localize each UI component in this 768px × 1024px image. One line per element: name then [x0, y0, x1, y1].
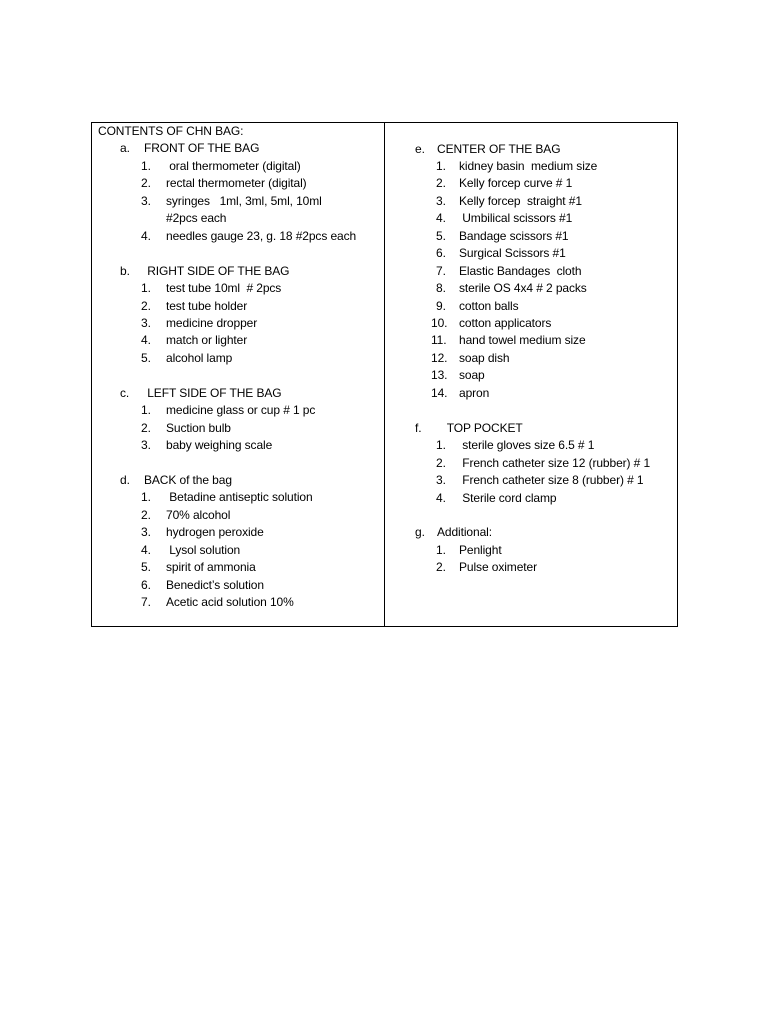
list-item-number: 11.	[431, 333, 447, 348]
right-column	[385, 123, 677, 626]
section-heading: CENTER OF THE BAG	[437, 141, 561, 156]
list-item-text: Betadine antiseptic solution	[166, 490, 313, 505]
section-heading: RIGHT SIDE OF THE BAG	[144, 263, 290, 278]
list-item-number: 4.	[141, 228, 151, 243]
list-item-number: 2.	[436, 560, 446, 575]
list-item-text: rectal thermometer (digital)	[166, 176, 307, 191]
section-letter: c.	[120, 385, 130, 400]
list-item-text: cotton balls	[459, 298, 519, 313]
list-item-text: Elastic Bandages cloth	[459, 263, 582, 278]
list-item-number: 4.	[141, 542, 151, 557]
list-item-number: 9.	[436, 298, 446, 313]
list-item-text: 70% alcohol	[166, 507, 231, 522]
list-item-number: 5.	[141, 350, 151, 365]
list-item-text: hand towel medium size	[459, 333, 586, 348]
list-item-number: 1.	[436, 542, 446, 557]
list-item-number: 3.	[141, 193, 151, 208]
list-item-number: 3.	[141, 315, 151, 330]
list-item-number: 5.	[141, 560, 151, 575]
list-item-number: 2.	[141, 507, 151, 522]
list-item-number: 4.	[436, 211, 446, 226]
list-item-text: Bandage scissors #1	[459, 228, 569, 243]
list-item-number: 1.	[141, 403, 151, 418]
list-item-continuation: #2pcs each	[166, 211, 227, 226]
section-heading: FRONT OF THE BAG	[144, 141, 260, 156]
list-item-number: 3.	[141, 525, 151, 540]
list-item-number: 2.	[141, 298, 151, 313]
list-item-number: 10.	[431, 316, 448, 330]
list-item-text: kidney basin medium size	[459, 158, 598, 173]
list-item-number: 2.	[141, 420, 151, 435]
document-title: CONTENTS OF CHN BAG:	[98, 124, 244, 138]
section-letter: b.	[120, 263, 130, 278]
list-item-text: Umbilical scissors #1	[459, 211, 573, 226]
list-item-number: 1.	[436, 438, 446, 453]
list-item-text: hydrogen peroxide	[166, 525, 264, 540]
section-letter: a.	[120, 141, 130, 156]
section-heading: LEFT SIDE OF THE BAG	[144, 385, 282, 400]
list-item-text: medicine dropper	[166, 315, 258, 330]
section-letter: d.	[120, 473, 130, 487]
list-item-text: French catheter size 12 (rubber) # 1	[459, 455, 651, 470]
section-heading: TOP POCKET	[437, 420, 523, 435]
list-item-text: sterile gloves size 6.5 # 1	[459, 438, 595, 453]
section-letter: g.	[415, 525, 425, 540]
contents-table	[91, 122, 678, 627]
list-item-number: 6.	[141, 577, 151, 592]
section-letter: e.	[415, 141, 425, 156]
list-item-number: 5.	[436, 228, 446, 243]
list-item-number: 4.	[436, 490, 446, 505]
list-item-number: 13.	[431, 368, 448, 383]
list-item-text: Penlight	[459, 542, 502, 557]
list-item-number: 2.	[436, 455, 446, 470]
list-item-text: cotton applicators	[459, 316, 552, 330]
list-item-text: Lysol solution	[166, 542, 241, 557]
section-heading: BACK of the bag	[144, 473, 232, 487]
list-item-text: oral thermometer (digital)	[166, 158, 301, 173]
list-item-text: Benedict’s solution	[166, 577, 264, 592]
list-item-number: 7.	[141, 595, 151, 610]
section-letter: f.	[415, 420, 422, 435]
list-item-number: 7.	[436, 263, 446, 278]
list-item-number: 3.	[436, 193, 446, 208]
list-item-text: syringes 1ml, 3ml, 5ml, 10ml	[166, 193, 322, 208]
section-heading: Additional:	[437, 525, 492, 540]
list-item-text: baby weighing scale	[166, 438, 273, 453]
list-item-text: soap dish	[459, 350, 510, 365]
list-item-text: test tube holder	[166, 298, 248, 313]
list-item-number: 3.	[436, 473, 446, 488]
list-item-number: 14.	[431, 385, 448, 400]
list-item-text: spirit of ammonia	[166, 560, 256, 575]
list-item-number: 4.	[141, 333, 151, 348]
list-item-number: 1.	[436, 158, 446, 173]
list-item-number: 2.	[436, 176, 446, 191]
list-item-text: match or lighter	[166, 333, 248, 348]
list-item-text: medicine glass or cup # 1 pc	[166, 403, 316, 418]
list-item-text: sterile OS 4x4 # 2 packs	[459, 281, 587, 296]
list-item-text: Surgical Scissors #1	[459, 246, 566, 261]
list-item-text: Kelly forcep curve # 1	[459, 176, 573, 191]
list-item-text: Acetic acid solution 10%	[166, 595, 294, 610]
list-item-number: 12.	[431, 350, 448, 365]
list-item-number: 1.	[141, 281, 151, 296]
list-item-number: 2.	[141, 176, 151, 191]
list-item-number: 8.	[436, 281, 446, 296]
list-item-text: apron	[459, 385, 490, 400]
list-item-text: alcohol lamp	[166, 350, 233, 365]
list-item-text: Kelly forcep straight #1	[459, 193, 582, 208]
left-column	[92, 123, 385, 626]
list-item-text: Pulse oximeter	[459, 560, 537, 575]
list-item-text: needles gauge 23, g. 18 #2pcs each	[166, 228, 357, 243]
list-item-text: soap	[459, 368, 485, 383]
list-item-number: 1.	[141, 490, 151, 505]
list-item-number: 6.	[436, 246, 446, 261]
list-item-text: test tube 10ml # 2pcs	[166, 281, 282, 296]
list-item-text: Sterile cord clamp	[459, 490, 557, 505]
list-item-number: 1.	[141, 158, 151, 173]
list-item-text: French catheter size 8 (rubber) # 1	[459, 473, 644, 488]
list-item-number: 3.	[141, 438, 151, 453]
list-item-text: Suction bulb	[166, 420, 231, 435]
